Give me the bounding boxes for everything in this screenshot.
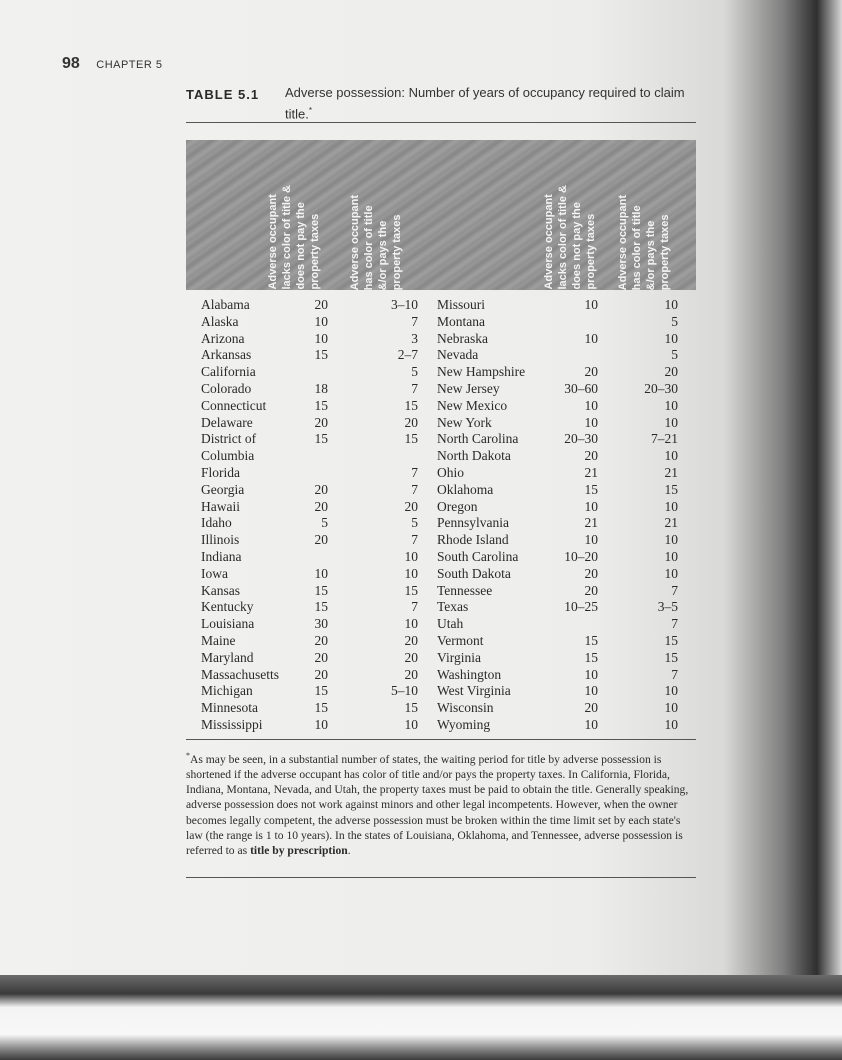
left-lacks-cell: 10 (314, 566, 328, 581)
right-lacks-cell: 10 (584, 499, 598, 514)
left-lacks-cell (290, 464, 328, 481)
right-lacks-cell: 15 (584, 633, 598, 648)
table-bottom-rule (186, 739, 696, 740)
header-left-lacks (266, 142, 322, 290)
left-state-cell: Louisiana (201, 616, 255, 631)
left-state-cell: California (201, 364, 256, 379)
right-lacks-cell: 10 (584, 297, 598, 312)
left-lacks-cell: 20 (314, 499, 328, 514)
left-lacks-cell: 5 (321, 515, 328, 530)
right-state-cell: Virginia (437, 650, 481, 665)
right-has-cell: 5 (671, 347, 678, 362)
right-state-cell: Oregon (437, 499, 478, 514)
right-lacks-cell (546, 346, 598, 363)
left-has-cell: 5–10 (391, 683, 418, 698)
right-state-cell: New Mexico (437, 398, 508, 413)
left-lacks-cell: 15 (314, 683, 328, 698)
left-has-cell: 15 (404, 583, 418, 598)
left-has-cell: 5 (411, 515, 418, 530)
title-rule (186, 122, 696, 123)
left-has-cell: 15 (404, 700, 418, 715)
left-lacks-cell: 15 (314, 431, 328, 446)
right-has-cell: 20 (664, 364, 678, 379)
left-state-cell: Minnesota (201, 700, 258, 715)
header-left-lacks-text: Adverse occupant lacks color of title & does not pay the property taxes (267, 185, 321, 290)
page-number: 98 (62, 55, 80, 72)
left-has-cell: 5 (411, 364, 418, 379)
left-has-cell: 10 (404, 717, 418, 732)
left-state-cell: Idaho (201, 515, 232, 530)
right-lacks-cell: 10–25 (564, 599, 598, 614)
left-state-cell: Delaware (201, 415, 253, 430)
right-state-cell: Vermont (437, 633, 484, 648)
right-has-cell: 21 (664, 515, 678, 530)
left-state-cell: Florida (201, 465, 240, 480)
left-has-cell: 3 (411, 331, 418, 346)
right-has-cell: 7–21 (651, 431, 678, 446)
right-lacks-cell: 21 (584, 515, 598, 530)
left-lacks-cell (290, 447, 328, 464)
right-lacks-cell: 20 (584, 364, 598, 379)
left-has-cell: 7 (411, 532, 418, 547)
right-state-cell: Missouri (437, 297, 486, 312)
header-right-has-text: Adverse occupant has color of title &/or pays the property taxes (617, 194, 671, 290)
right-has-cell: 10 (664, 717, 678, 732)
right-state-cell: Wisconsin (437, 700, 494, 715)
right-state-cell: Pennsylvania (437, 515, 509, 530)
right-has-cell: 10 (664, 297, 678, 312)
left-lacks-cell: 20 (314, 532, 328, 547)
left-has-cell: 7 (411, 599, 418, 614)
right-lacks-cell (546, 615, 598, 632)
table-footnote (186, 748, 698, 858)
left-has-cell: 7 (411, 482, 418, 497)
footnote-mark: * (186, 751, 190, 760)
left-lacks-cell (290, 548, 328, 565)
right-state-cell: West Virginia (437, 683, 511, 698)
right-has-cell: 10 (664, 398, 678, 413)
right-lacks-cell (546, 313, 598, 330)
right-has-cell: 3–5 (657, 599, 678, 614)
right-state-cell: Nebraska (437, 331, 488, 346)
left-state-cell: Kansas (201, 583, 240, 598)
left-lacks-cell: 20 (314, 650, 328, 665)
left-has-cell: 15 (404, 431, 418, 446)
right-lacks-cell: 10 (584, 532, 598, 547)
table-label: TABLE 5.1 (186, 87, 260, 102)
left-lacks-cell: 15 (314, 398, 328, 413)
header-right-has (616, 142, 672, 290)
right-state-cell: Washington (437, 667, 502, 682)
right-state-cell: Tennessee (437, 583, 493, 598)
right-lacks-cell: 15 (584, 482, 598, 497)
left-state-cell: District of (201, 431, 257, 446)
table-title (285, 84, 690, 123)
header-left-has (348, 142, 404, 290)
right-lacks-cell: 30–60 (564, 381, 598, 396)
right-state-cell: Nevada (437, 347, 479, 362)
left-state-cell: Kentucky (201, 599, 254, 614)
right-has-cell: 10 (664, 683, 678, 698)
header-right-lacks-text: Adverse occupant lacks color of title & does not pay the property taxes (543, 185, 597, 290)
right-state-cell: Wyoming (437, 717, 491, 732)
left-state-cell: Arizona (201, 331, 245, 346)
left-has-cell: 20 (404, 499, 418, 514)
running-header (62, 55, 163, 73)
left-has-cell: 7 (411, 465, 418, 480)
right-has-cell: 21 (664, 465, 678, 480)
right-lacks-cell: 10 (584, 331, 598, 346)
right-has-cell: 10 (664, 549, 678, 564)
scan-edge (0, 975, 842, 1060)
chapter-label: CHAPTER 5 (96, 59, 163, 71)
title-footnote-mark: * (308, 106, 312, 115)
right-state-cell: Utah (437, 616, 464, 631)
left-has-cell: 20 (404, 667, 418, 682)
right-has-cell: 15 (664, 482, 678, 497)
left-lacks-cell: 10 (314, 331, 328, 346)
right-state-cell: Ohio (437, 465, 464, 480)
right-has-cell: 7 (671, 616, 678, 631)
right-lacks-cell: 10–20 (564, 549, 598, 564)
right-lacks-cell: 10 (584, 415, 598, 430)
left-state-cell: Hawaii (201, 499, 240, 514)
left-state-cell: Michigan (201, 683, 253, 698)
left-lacks-cell: 30 (314, 616, 328, 631)
left-state-cell: Columbia (201, 448, 255, 463)
right-lacks-cell: 10 (584, 683, 598, 698)
left-lacks-cell: 15 (314, 599, 328, 614)
left-has-cell: 7 (411, 381, 418, 396)
right-has-cell: 10 (664, 499, 678, 514)
right-state-cell: Oklahoma (437, 482, 494, 497)
left-state-cell: Massachusetts (201, 667, 279, 682)
left-lacks-cell: 15 (314, 583, 328, 598)
right-lacks-cell: 20 (584, 583, 598, 598)
footnote-end: . (347, 844, 351, 858)
left-has-cell: 10 (404, 549, 418, 564)
right-has-cell: 10 (664, 331, 678, 346)
right-has-cell: 15 (664, 650, 678, 665)
left-has-cell (378, 447, 418, 464)
left-lacks-cell: 15 (314, 700, 328, 715)
right-state-cell: North Dakota (437, 448, 511, 463)
right-has-cell: 10 (664, 415, 678, 430)
left-lacks-cell (290, 363, 328, 380)
left-lacks-cell: 20 (314, 633, 328, 648)
right-has-cell: 7 (671, 583, 678, 598)
right-state-cell: Texas (437, 599, 469, 614)
right-has-cell: 15 (664, 633, 678, 648)
left-has-cell: 20 (404, 633, 418, 648)
left-state-cell: Mississippi (201, 717, 263, 732)
right-lacks-cell: 10 (584, 667, 598, 682)
left-state-cell: Arkansas (201, 347, 252, 362)
footnote-text: As may be seen, in a substantial number of states, the waiting period for title by adverse possession is shortened if the adverse occupant has color of title and/or pays the property taxes. In California, Florida, Indiana, Montana, Nevada, and Utah, the property taxes must be paid to obtain the title. Generally speaking, adverse possession does not work against minors and other legal incompetents. However, when the owner becomes legally competent, the adverse possession must be broken within the time limit set by each state's law (the range is 1 to 10 years). In the states of Louisiana, Oklahoma, and Tennessee, adverse possession is referred to as (186, 752, 689, 858)
footnote-rule (186, 877, 696, 878)
right-lacks-cell: 20 (584, 566, 598, 581)
right-has-cell: 7 (671, 667, 678, 682)
left-has-cell: 3–10 (391, 297, 418, 312)
left-has-cell: 20 (404, 650, 418, 665)
right-state-cell: North Carolina (437, 431, 519, 446)
right-state-cell: New Jersey (437, 381, 500, 396)
left-state-cell: Iowa (201, 566, 228, 581)
right-lacks-cell: 20–30 (564, 431, 598, 446)
right-has-cell: 10 (664, 448, 678, 463)
right-lacks-cell: 10 (584, 717, 598, 732)
right-state-cell: South Dakota (437, 566, 511, 581)
left-state-cell: Alabama (201, 297, 250, 312)
right-lacks-cell: 20 (584, 700, 598, 715)
left-lacks-cell: 15 (314, 347, 328, 362)
left-state-cell: Maine (201, 633, 236, 648)
left-state-cell: Colorado (201, 381, 252, 396)
left-lacks-cell: 18 (314, 381, 328, 396)
left-state-cell: Alaska (201, 314, 239, 329)
left-lacks-cell: 10 (314, 717, 328, 732)
left-state-cell: Connecticut (201, 398, 267, 413)
left-lacks-cell: 20 (314, 482, 328, 497)
left-has-cell: 7 (411, 314, 418, 329)
right-lacks-cell: 20 (584, 448, 598, 463)
left-has-cell: 10 (404, 616, 418, 631)
right-has-cell: 5 (671, 314, 678, 329)
left-state-cell: Indiana (201, 549, 242, 564)
left-has-cell: 20 (404, 415, 418, 430)
header-right-lacks (542, 142, 598, 290)
right-has-cell: 20–30 (644, 381, 678, 396)
left-lacks-cell: 10 (314, 314, 328, 329)
header-left-has-text: Adverse occupant has color of title &/or pays the property taxes (349, 194, 403, 290)
right-has-cell: 10 (664, 532, 678, 547)
left-state-cell: Illinois (201, 532, 240, 547)
left-state-cell: Maryland (201, 650, 254, 665)
left-lacks-cell: 20 (314, 667, 328, 682)
right-state-cell: Montana (437, 314, 485, 329)
left-lacks-cell: 20 (314, 297, 328, 312)
table-title-text: Adverse possession: Number of years of occupancy required to claim title. (285, 85, 685, 122)
right-lacks-cell: 21 (584, 465, 598, 480)
left-has-cell: 2–7 (397, 347, 418, 362)
footnote-term: title by prescription (250, 844, 348, 858)
right-has-cell: 10 (664, 700, 678, 715)
right-has-cell: 10 (664, 566, 678, 581)
right-lacks-cell: 15 (584, 650, 598, 665)
right-state-cell: New Hampshire (437, 364, 526, 379)
right-state-cell: Rhode Island (437, 532, 509, 547)
left-state-cell: Georgia (201, 482, 245, 497)
left-has-cell: 10 (404, 566, 418, 581)
right-state-cell: New York (437, 415, 492, 430)
right-lacks-cell: 10 (584, 398, 598, 413)
right-state-cell: South Carolina (437, 549, 519, 564)
left-lacks-cell: 20 (314, 415, 328, 430)
left-has-cell: 15 (404, 398, 418, 413)
